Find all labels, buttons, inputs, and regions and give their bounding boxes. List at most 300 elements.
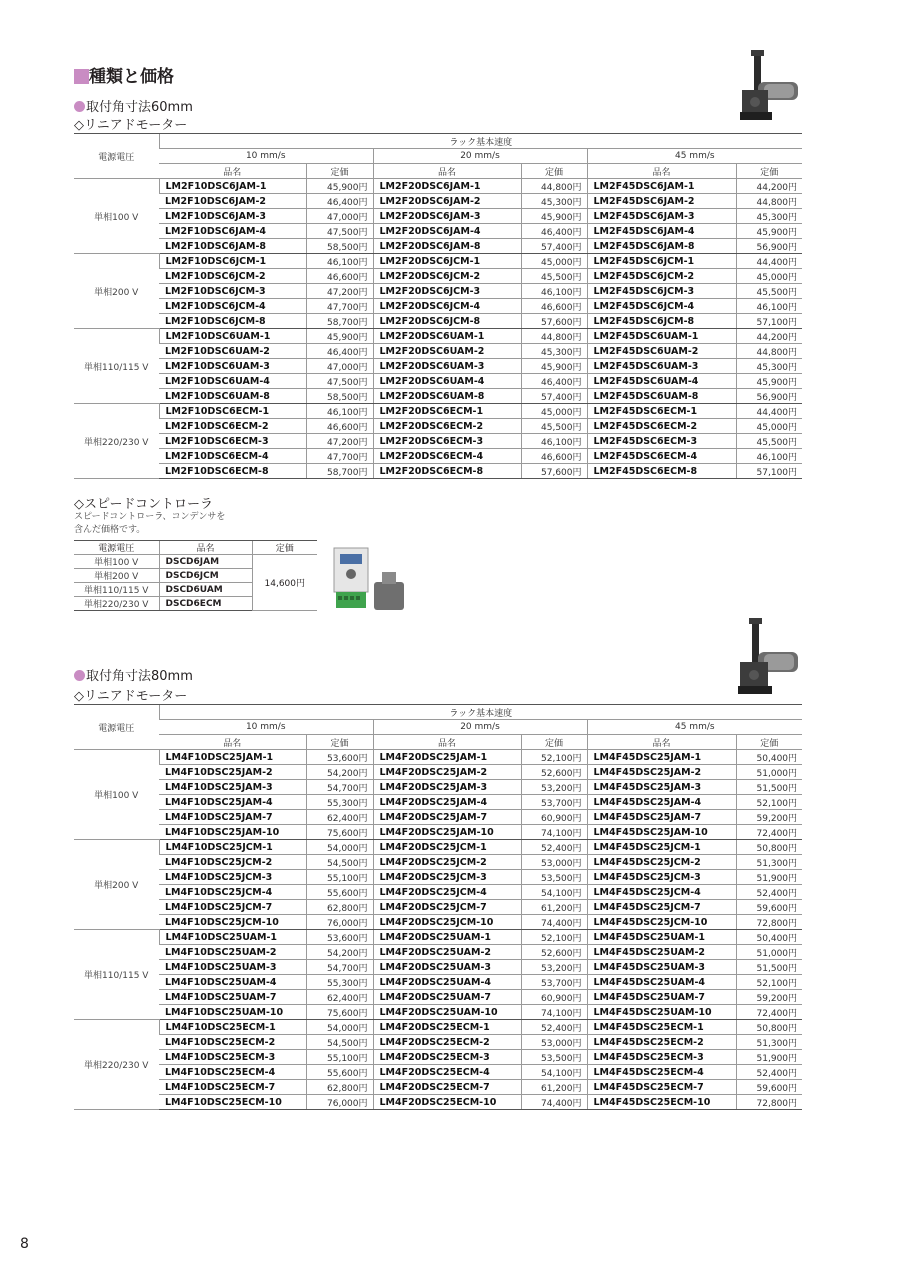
rack-speed-header: ラック基本速度 (159, 705, 802, 720)
model-cell: LM2F20DSC6ECM-3 (373, 434, 521, 449)
price-cell: 57,100円 (736, 464, 802, 479)
rack-speed-header: ラック基本速度 (159, 134, 802, 149)
price-cell: 53,700円 (521, 795, 587, 810)
model-cell: LM4F45DSC25ECM-1 (587, 1020, 736, 1035)
model-cell: LM2F10DSC6UAM-3 (159, 359, 306, 374)
table-row (74, 765, 802, 780)
price-cell: 45,900円 (736, 224, 802, 239)
price-cell: 45,900円 (521, 359, 587, 374)
model-cell: LM2F45DSC6JAM-8 (587, 239, 736, 254)
model-cell: LM2F10DSC6UAM-4 (159, 374, 306, 389)
price-cell: 74,100円 (521, 1005, 587, 1020)
model-cell: LM4F20DSC25UAM-10 (373, 1005, 521, 1020)
price-cell: 55,300円 (306, 795, 373, 810)
power-cell: 単相220/230 V (74, 1020, 159, 1110)
model-cell: LM2F45DSC6JAM-3 (587, 209, 736, 224)
table-row (74, 299, 802, 314)
model-cell: LM2F10DSC6JAM-2 (159, 194, 306, 209)
price-cell: 55,100円 (306, 870, 373, 885)
model-cell: LM2F10DSC6JAM-3 (159, 209, 306, 224)
model-cell: LM4F45DSC25ECM-4 (587, 1065, 736, 1080)
table-row (74, 269, 802, 284)
model-cell: LM4F45DSC25JAM-3 (587, 780, 736, 795)
model-cell: LM2F45DSC6JCM-2 (587, 269, 736, 284)
model-cell: LM4F45DSC25JAM-1 (587, 750, 736, 765)
table-row (74, 915, 802, 930)
price-cell: 45,900円 (306, 329, 373, 344)
price-cell: 59,200円 (736, 990, 802, 1005)
price-cell: 53,700円 (521, 975, 587, 990)
model-cell: LM4F20DSC25JAM-1 (373, 750, 521, 765)
price-cell: 61,200円 (521, 1080, 587, 1095)
model-cell: LM4F45DSC25JCM-7 (587, 900, 736, 915)
model-cell: LM2F45DSC6ECM-1 (587, 404, 736, 419)
mount80-subheading: ◇リニアドモーター (74, 689, 188, 704)
price-cell: 44,200円 (736, 329, 802, 344)
model-cell: LM2F20DSC6JCM-4 (373, 299, 521, 314)
model-cell: LM4F20DSC25ECM-3 (373, 1050, 521, 1065)
mount60-subheading: ◇リニアドモーター (74, 118, 188, 133)
model-cell: LM4F45DSC25JAM-2 (587, 765, 736, 780)
model-cell: LM4F10DSC25JCM-7 (159, 900, 306, 915)
price-cell: 74,400円 (521, 1095, 587, 1110)
table-row (74, 359, 802, 374)
model-cell: LM2F45DSC6ECM-8 (587, 464, 736, 479)
price-cell: 44,800円 (736, 344, 802, 359)
price-cell: 47,500円 (306, 224, 373, 239)
speed-header: 10 mm/s (159, 720, 373, 735)
speed-controller-image (330, 542, 408, 614)
sc-power-cell: 単相100 V (74, 555, 159, 569)
model-cell: LM2F20DSC6JAM-4 (373, 224, 521, 239)
model-cell: LM4F10DSC25UAM-2 (159, 945, 306, 960)
speed-header: 10 mm/s (159, 149, 373, 164)
model-cell: LM2F10DSC6ECM-1 (159, 404, 306, 419)
price-cell: 52,100円 (736, 975, 802, 990)
table-row (74, 239, 802, 254)
price-cell: 45,500円 (521, 269, 587, 284)
price-cell: 47,700円 (306, 299, 373, 314)
table-row (74, 960, 802, 975)
model-cell: LM4F45DSC25ECM-2 (587, 1035, 736, 1050)
price-cell: 51,500円 (736, 780, 802, 795)
model-cell: LM2F10DSC6JAM-1 (159, 179, 306, 194)
price-cell: 46,600円 (521, 299, 587, 314)
model-cell: LM2F20DSC6JAM-2 (373, 194, 521, 209)
model-cell: LM4F20DSC25JCM-4 (373, 885, 521, 900)
table-row (74, 254, 802, 269)
model-cell: LM4F10DSC25JCM-1 (159, 840, 306, 855)
model-header: 品名 (587, 164, 736, 179)
model-cell: LM4F10DSC25JAM-1 (159, 750, 306, 765)
circle-bullet-icon (74, 101, 85, 112)
model-cell: LM2F10DSC6UAM-1 (159, 329, 306, 344)
model-cell: LM2F45DSC6JCM-1 (587, 254, 736, 269)
model-cell: LM2F20DSC6JCM-1 (373, 254, 521, 269)
sc-power-cell: 単相200 V (74, 569, 159, 583)
price-header: 定価 (521, 735, 587, 750)
model-cell: LM4F10DSC25JAM-3 (159, 780, 306, 795)
model-cell: LM2F10DSC6ECM-3 (159, 434, 306, 449)
price-cell: 54,100円 (521, 885, 587, 900)
price-cell: 57,600円 (521, 464, 587, 479)
price-cell: 60,900円 (521, 810, 587, 825)
sc-price-cell: 14,600円 (252, 555, 317, 611)
speed-header: 45 mm/s (587, 720, 802, 735)
model-cell: LM4F20DSC25UAM-7 (373, 990, 521, 1005)
table-row (74, 224, 802, 239)
model-cell: LM4F20DSC25JCM-3 (373, 870, 521, 885)
price-cell: 72,400円 (736, 825, 802, 840)
sc-power-cell: 単相220/230 V (74, 597, 159, 611)
speed-header: 20 mm/s (373, 149, 587, 164)
table-row (74, 1065, 802, 1080)
model-cell: LM4F10DSC25UAM-7 (159, 990, 306, 1005)
speed-controller-heading: ◇スピードコントローラ (74, 497, 213, 512)
table-row (74, 434, 802, 449)
price-table-80mm (74, 704, 802, 1110)
price-cell: 52,600円 (521, 945, 587, 960)
price-cell: 62,800円 (306, 1080, 373, 1095)
price-cell: 75,600円 (306, 1005, 373, 1020)
price-header: 定価 (736, 735, 802, 750)
power-cell: 単相220/230 V (74, 404, 159, 479)
model-header: 品名 (373, 735, 521, 750)
price-cell: 52,100円 (736, 795, 802, 810)
model-cell: LM4F10DSC25JAM-7 (159, 810, 306, 825)
table-row (74, 840, 802, 855)
model-cell: LM2F45DSC6JAM-4 (587, 224, 736, 239)
model-cell: LM4F10DSC25UAM-1 (159, 930, 306, 945)
model-cell: LM2F10DSC6JCM-3 (159, 284, 306, 299)
model-cell: LM2F45DSC6JCM-3 (587, 284, 736, 299)
price-cell: 52,600円 (521, 765, 587, 780)
table-row (74, 810, 802, 825)
model-cell: LM4F45DSC25ECM-7 (587, 1080, 736, 1095)
model-cell: LM2F45DSC6UAM-1 (587, 329, 736, 344)
price-cell: 46,100円 (521, 284, 587, 299)
price-cell: 45,000円 (736, 419, 802, 434)
price-cell: 53,500円 (521, 870, 587, 885)
price-cell: 51,500円 (736, 960, 802, 975)
price-header: 定価 (306, 735, 373, 750)
power-cell: 単相100 V (74, 179, 159, 254)
model-cell: LM4F45DSC25JCM-4 (587, 885, 736, 900)
model-cell: LM2F45DSC6JAM-2 (587, 194, 736, 209)
model-cell: LM2F20DSC6JAM-1 (373, 179, 521, 194)
price-cell: 55,600円 (306, 885, 373, 900)
model-header: 品名 (159, 164, 306, 179)
table-row (74, 945, 802, 960)
price-cell: 53,200円 (521, 780, 587, 795)
price-cell: 52,100円 (521, 930, 587, 945)
model-cell: LM4F10DSC25JAM-4 (159, 795, 306, 810)
model-cell: LM2F10DSC6JAM-8 (159, 239, 306, 254)
model-cell: LM4F10DSC25ECM-2 (159, 1035, 306, 1050)
model-cell: LM2F10DSC6ECM-4 (159, 449, 306, 464)
price-cell: 45,500円 (736, 284, 802, 299)
model-header: 品名 (587, 735, 736, 750)
price-cell: 62,400円 (306, 810, 373, 825)
model-cell: LM4F45DSC25JCM-1 (587, 840, 736, 855)
price-cell: 45,000円 (521, 404, 587, 419)
model-cell: LM4F10DSC25ECM-1 (159, 1020, 306, 1035)
model-cell: LM4F20DSC25ECM-10 (373, 1095, 521, 1110)
model-cell: LM4F20DSC25ECM-1 (373, 1020, 521, 1035)
table-row (74, 1050, 802, 1065)
price-cell: 57,600円 (521, 314, 587, 329)
model-cell: LM4F10DSC25JCM-4 (159, 885, 306, 900)
table-row (74, 314, 802, 329)
price-header: 定価 (736, 164, 802, 179)
price-cell: 46,600円 (306, 269, 373, 284)
price-cell: 50,400円 (736, 750, 802, 765)
price-cell: 74,400円 (521, 915, 587, 930)
model-cell: LM4F20DSC25ECM-7 (373, 1080, 521, 1095)
model-cell: LM4F45DSC25UAM-4 (587, 975, 736, 990)
table-row (74, 284, 802, 299)
price-cell: 45,300円 (521, 194, 587, 209)
price-cell: 46,400円 (521, 374, 587, 389)
model-cell: LM2F45DSC6UAM-4 (587, 374, 736, 389)
table-row (74, 449, 802, 464)
model-cell: LM4F20DSC25JAM-2 (373, 765, 521, 780)
price-cell: 52,400円 (521, 840, 587, 855)
table-row (74, 1095, 802, 1110)
price-cell: 54,700円 (306, 960, 373, 975)
model-cell: LM4F45DSC25JCM-2 (587, 855, 736, 870)
price-header: 定価 (306, 164, 373, 179)
price-cell: 58,500円 (306, 239, 373, 254)
model-cell: LM2F20DSC6JAM-3 (373, 209, 521, 224)
price-cell: 54,000円 (306, 1020, 373, 1035)
price-cell: 54,700円 (306, 780, 373, 795)
power-cell: 単相100 V (74, 750, 159, 840)
model-cell: LM4F20DSC25JCM-10 (373, 915, 521, 930)
model-cell: LM4F45DSC25JCM-3 (587, 870, 736, 885)
model-cell: LM4F45DSC25UAM-1 (587, 930, 736, 945)
price-cell: 46,100円 (736, 449, 802, 464)
model-cell: LM4F45DSC25UAM-3 (587, 960, 736, 975)
price-cell: 44,200円 (736, 179, 802, 194)
model-cell: LM4F20DSC25JAM-7 (373, 810, 521, 825)
price-cell: 45,500円 (736, 434, 802, 449)
model-cell: LM4F45DSC25JAM-10 (587, 825, 736, 840)
model-cell: LM4F20DSC25UAM-4 (373, 975, 521, 990)
price-cell: 47,000円 (306, 209, 373, 224)
price-cell: 51,300円 (736, 1035, 802, 1050)
table-row (74, 780, 802, 795)
model-cell: LM4F45DSC25UAM-7 (587, 990, 736, 1005)
table-row (74, 870, 802, 885)
speed-controller-note: スピードコントローラ、コンデンサを 含んだ価格です。 (74, 512, 226, 535)
price-cell: 53,000円 (521, 855, 587, 870)
price-cell: 55,600円 (306, 1065, 373, 1080)
price-cell: 45,500円 (521, 419, 587, 434)
model-cell: LM2F10DSC6ECM-2 (159, 419, 306, 434)
table-row (74, 464, 802, 479)
model-cell: LM2F20DSC6ECM-4 (373, 449, 521, 464)
price-cell: 55,100円 (306, 1050, 373, 1065)
sc-model-header: 品名 (159, 541, 252, 555)
power-header: 電源電圧 (74, 134, 159, 179)
mount60-heading: 取付角寸法60mm (74, 96, 193, 115)
model-cell: LM4F10DSC25ECM-3 (159, 1050, 306, 1065)
price-cell: 50,800円 (736, 1020, 802, 1035)
price-cell: 53,600円 (306, 930, 373, 945)
price-cell: 51,900円 (736, 870, 802, 885)
price-header: 定価 (521, 164, 587, 179)
table-row (74, 329, 802, 344)
price-cell: 59,600円 (736, 1080, 802, 1095)
price-cell: 57,400円 (521, 389, 587, 404)
model-cell: LM4F45DSC25UAM-10 (587, 1005, 736, 1020)
table-row (74, 990, 802, 1005)
price-cell: 56,900円 (736, 239, 802, 254)
table-row (74, 404, 802, 419)
model-cell: LM2F10DSC6JCM-1 (159, 254, 306, 269)
model-cell: LM2F20DSC6UAM-8 (373, 389, 521, 404)
model-cell: LM2F20DSC6UAM-3 (373, 359, 521, 374)
price-table-60mm (74, 133, 802, 479)
price-cell: 45,900円 (306, 179, 373, 194)
power-header: 電源電圧 (74, 705, 159, 750)
table-row (74, 855, 802, 870)
price-cell: 53,200円 (521, 960, 587, 975)
model-cell: LM4F20DSC25JCM-1 (373, 840, 521, 855)
price-cell: 54,200円 (306, 945, 373, 960)
model-cell: LM2F45DSC6ECM-3 (587, 434, 736, 449)
model-cell: LM2F20DSC6UAM-2 (373, 344, 521, 359)
model-cell: LM2F10DSC6JCM-2 (159, 269, 306, 284)
price-cell: 72,400円 (736, 1005, 802, 1020)
sc-model-cell: DSCD6JCM (159, 569, 252, 583)
page-number: 8 (20, 1236, 29, 1252)
price-cell: 54,500円 (306, 1035, 373, 1050)
model-cell: LM4F20DSC25ECM-4 (373, 1065, 521, 1080)
table-row (74, 209, 802, 224)
table-row (74, 930, 802, 945)
model-header: 品名 (159, 735, 306, 750)
price-cell: 46,600円 (306, 419, 373, 434)
power-cell: 単相200 V (74, 254, 159, 329)
model-cell: LM2F10DSC6UAM-8 (159, 389, 306, 404)
model-cell: LM4F20DSC25UAM-1 (373, 930, 521, 945)
model-cell: LM4F45DSC25UAM-2 (587, 945, 736, 960)
sc-model-cell: DSCD6ECM (159, 597, 252, 611)
price-cell: 47,200円 (306, 434, 373, 449)
table-row (74, 750, 802, 765)
price-cell: 58,700円 (306, 314, 373, 329)
model-cell: LM4F20DSC25UAM-3 (373, 960, 521, 975)
model-cell: LM4F20DSC25ECM-2 (373, 1035, 521, 1050)
table-row (74, 555, 317, 569)
price-cell: 47,200円 (306, 284, 373, 299)
model-cell: LM4F45DSC25ECM-10 (587, 1095, 736, 1110)
model-cell: LM4F10DSC25UAM-10 (159, 1005, 306, 1020)
table-row (74, 179, 802, 194)
price-cell: 54,000円 (306, 840, 373, 855)
model-cell: LM2F45DSC6UAM-2 (587, 344, 736, 359)
model-cell: LM2F45DSC6JCM-4 (587, 299, 736, 314)
price-cell: 44,400円 (736, 254, 802, 269)
model-cell: LM2F45DSC6UAM-8 (587, 389, 736, 404)
price-cell: 60,900円 (521, 990, 587, 1005)
model-cell: LM4F10DSC25JAM-10 (159, 825, 306, 840)
model-cell: LM4F10DSC25ECM-10 (159, 1095, 306, 1110)
price-cell: 75,600円 (306, 825, 373, 840)
model-cell: LM2F20DSC6UAM-4 (373, 374, 521, 389)
price-cell: 45,300円 (736, 209, 802, 224)
model-cell: LM4F20DSC25JAM-10 (373, 825, 521, 840)
model-cell: LM2F10DSC6JAM-4 (159, 224, 306, 239)
price-cell: 45,300円 (521, 344, 587, 359)
price-cell: 45,900円 (736, 374, 802, 389)
sc-power-header: 電源電圧 (74, 541, 159, 555)
price-cell: 46,100円 (521, 434, 587, 449)
model-cell: LM2F45DSC6UAM-3 (587, 359, 736, 374)
price-cell: 46,100円 (736, 299, 802, 314)
model-cell: LM2F20DSC6JCM-3 (373, 284, 521, 299)
table-row (74, 1020, 802, 1035)
price-cell: 45,300円 (736, 359, 802, 374)
price-cell: 53,600円 (306, 750, 373, 765)
price-cell: 46,100円 (306, 254, 373, 269)
power-cell: 単相110/115 V (74, 329, 159, 404)
price-cell: 45,000円 (521, 254, 587, 269)
table-row (74, 885, 802, 900)
model-cell: LM4F10DSC25JCM-3 (159, 870, 306, 885)
price-cell: 53,000円 (521, 1035, 587, 1050)
price-cell: 52,400円 (521, 1020, 587, 1035)
sc-model-cell: DSCD6UAM (159, 583, 252, 597)
model-cell: LM4F45DSC25JAM-7 (587, 810, 736, 825)
model-cell: LM2F45DSC6ECM-4 (587, 449, 736, 464)
section-title: 種類と価格 (74, 62, 174, 87)
power-cell: 単相110/115 V (74, 930, 159, 1020)
price-cell: 59,600円 (736, 900, 802, 915)
table-row (74, 795, 802, 810)
table-row (74, 900, 802, 915)
price-cell: 46,400円 (306, 344, 373, 359)
model-cell: LM2F10DSC6ECM-8 (159, 464, 306, 479)
model-cell: LM4F20DSC25UAM-2 (373, 945, 521, 960)
price-cell: 51,000円 (736, 945, 802, 960)
linear-motor-80-image (736, 618, 802, 696)
price-cell: 72,800円 (736, 915, 802, 930)
price-cell: 52,400円 (736, 1065, 802, 1080)
price-cell: 44,800円 (521, 179, 587, 194)
table-row (74, 389, 802, 404)
price-cell: 58,700円 (306, 464, 373, 479)
model-cell: LM2F10DSC6JCM-4 (159, 299, 306, 314)
model-cell: LM4F10DSC25ECM-4 (159, 1065, 306, 1080)
linear-motor-60-image (738, 50, 802, 122)
price-cell: 44,800円 (736, 194, 802, 209)
model-cell: LM2F45DSC6JCM-8 (587, 314, 736, 329)
price-cell: 44,400円 (736, 404, 802, 419)
price-cell: 61,200円 (521, 900, 587, 915)
price-cell: 45,000円 (736, 269, 802, 284)
model-cell: LM2F10DSC6JCM-8 (159, 314, 306, 329)
model-cell: LM2F45DSC6JAM-1 (587, 179, 736, 194)
price-cell: 72,800円 (736, 1095, 802, 1110)
mount80-heading: 取付角寸法80mm (74, 665, 193, 684)
price-cell: 58,500円 (306, 389, 373, 404)
model-cell: LM2F20DSC6ECM-2 (373, 419, 521, 434)
price-cell: 46,400円 (306, 194, 373, 209)
price-cell: 62,800円 (306, 900, 373, 915)
